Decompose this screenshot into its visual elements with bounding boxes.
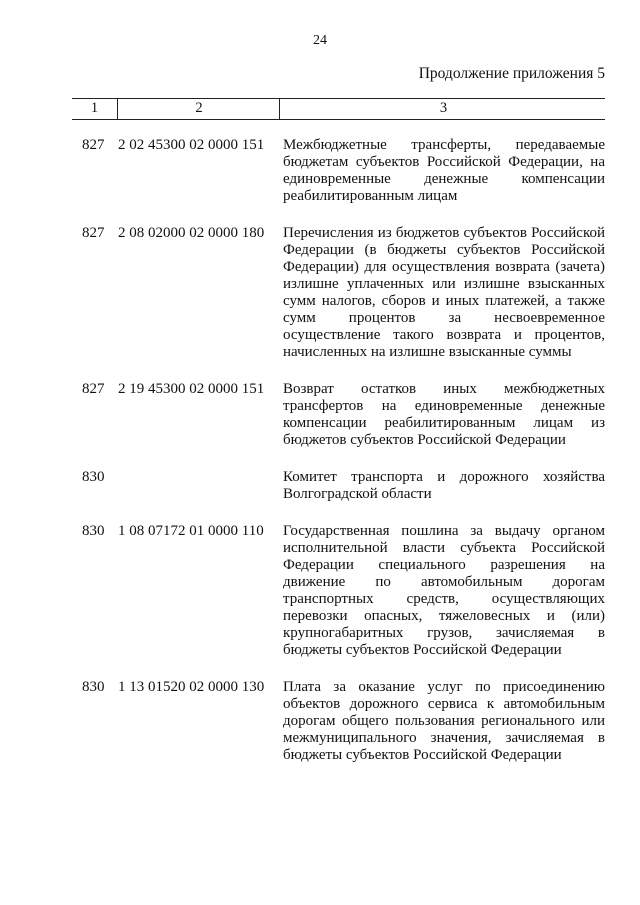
header-col-2: 2: [195, 100, 203, 116]
revenue-code: 1 13 01520 02 0000 130: [118, 679, 265, 695]
table-row: [0, 381, 640, 449]
revenue-code: 1 08 07172 01 0000 110: [118, 523, 264, 539]
revenue-description: Перечисления из бюджетов субъектов Российской Федерации (в бюджеты субъектов Российской Федерации) для осуществления возврата (зачета) излишне уплаченных или излишне взысканных сумм налогов, сборов и иных платежей, а также сумм процентов за несвоевременное осуществление такого возврата и процентов, начисленных на излишне взысканные суммы: [283, 225, 605, 360]
table-row: [0, 679, 640, 764]
revenue-description: Возврат остатков иных межбюджетных трансфертов на единовременные денежные компенсации реабилитированным лицам из бюджетов субъектов Российской Федерации: [283, 381, 605, 448]
table-row: [0, 225, 640, 361]
continuation-caption: Продолжение приложения 5: [418, 65, 605, 82]
revenue-description: Государственная пошлина за выдачу органом исполнительной власти субъекта Российской Федерации специального разрешения на движение по автомобильным дорогам транспортных средств, осуществляющих перевозки опасных, тяжеловесных и (или) крупногабаритных грузов, зачисляемая в бюджеты субъектов Российской Федерации: [283, 523, 605, 658]
table-row: [0, 469, 640, 503]
header-divider: [117, 99, 118, 119]
admin-code: 830: [82, 469, 105, 485]
table-row: [0, 523, 640, 659]
table-row: [0, 137, 640, 205]
header-col-1: 1: [90, 100, 99, 116]
revenue-code: 2 08 02000 02 0000 180: [118, 225, 265, 241]
page-number: 24: [313, 33, 327, 48]
header-divider: [279, 99, 280, 119]
admin-code: 827: [82, 137, 105, 153]
revenue-description: Комитет транспорта и дорожного хозяйства Волгоградской области: [283, 469, 605, 502]
revenue-code: 2 19 45300 02 0000 151: [118, 381, 265, 397]
admin-code: 827: [82, 381, 105, 397]
revenue-description: Плата за оказание услуг по присоединению объектов дорожного сервиса к автомобильным дорогам общего пользования регионального или межмуниципального значения, зачисляемая в бюджеты субъектов Российской Федерации: [283, 679, 605, 763]
table-body: [0, 137, 640, 784]
header-col-3: 3: [439, 100, 448, 116]
revenue-description: Межбюджетные трансферты, передаваемые бюджетам субъектов Российской Федерации, на единовременные денежные компенсации реабилитированным лицам: [283, 137, 605, 204]
admin-code: 830: [82, 523, 105, 539]
revenue-code: 2 02 45300 02 0000 151: [118, 137, 265, 153]
table-header: [72, 98, 605, 120]
admin-code: 827: [82, 225, 105, 241]
admin-code: 830: [82, 679, 105, 695]
